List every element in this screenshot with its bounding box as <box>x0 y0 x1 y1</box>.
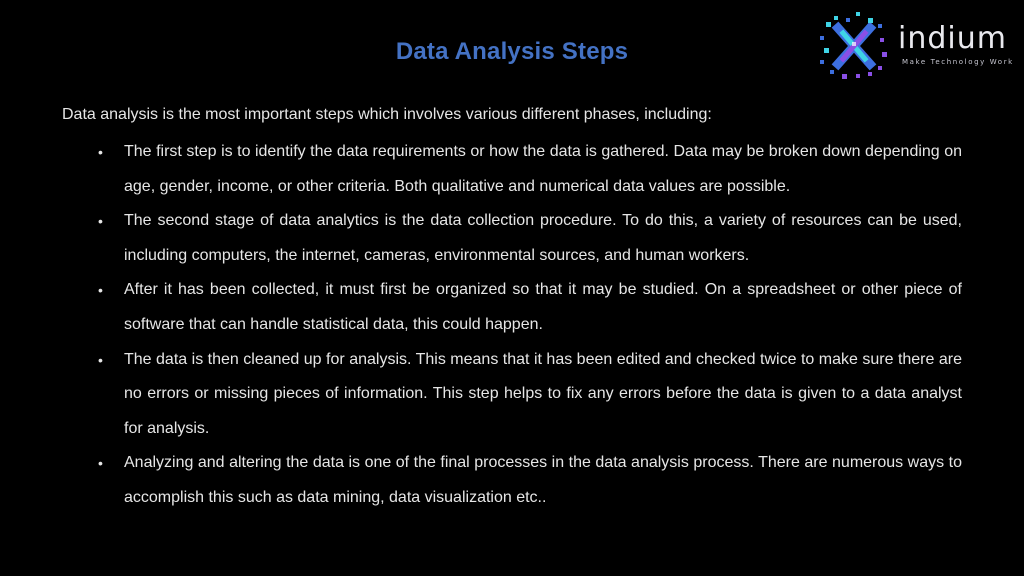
indium-x-dots-logo-icon <box>816 8 892 84</box>
bullet-dot-icon: • <box>98 144 103 160</box>
bullet-text: After it has been collected, it must first be organized so that it may be studied. On a spreadsheet or other piece of software that can handle statistical data, this could happen. <box>124 281 962 333</box>
bullet-dot-icon: • <box>98 455 103 472</box>
bullet-item-3 <box>62 273 962 342</box>
bullet-item-4 <box>62 343 962 447</box>
bullet-item-2 <box>62 204 962 273</box>
bullet-item-1 <box>62 135 962 204</box>
bullet-dot-icon: • <box>98 213 103 230</box>
indium-logo <box>816 8 1016 84</box>
bullet-list <box>62 135 962 516</box>
intro-text: Data analysis is the most important steps which involves various different phases, including: <box>62 106 712 123</box>
bullet-text: Analyzing and altering the data is one of the final processes in the data analysis process. There are numerous ways to accomplish this such as data mining, data visualization etc.. <box>124 454 962 506</box>
bullet-dot-icon: • <box>98 282 103 299</box>
logo-wordmark: indium <box>898 21 1007 56</box>
bullet-text: The data is then cleaned up for analysis. This means that it has been edited and checked twice to make sure there are no errors or missing pieces of information. This step helps to fix any errors before the data is given to a data analyst for analysis. <box>124 350 962 437</box>
bullet-dot-icon: • <box>98 351 103 368</box>
bullet-text: The second stage of data analytics is the data collection procedure. To do this, a variety of resources can be used, including computers, the internet, cameras, environmental sources, and human workers. <box>124 212 962 264</box>
bullet-text: The first step is to identify the data requirements or how the data is gathered. Data may be broken down depending on age, gender, income, or other criteria. Both qualitative and numerical data values are possible. <box>124 143 962 195</box>
logo-tagline: Make Technology Work <box>902 58 1014 66</box>
bullet-item-5 <box>62 446 962 515</box>
slide-title: Data Analysis Steps <box>395 38 629 65</box>
